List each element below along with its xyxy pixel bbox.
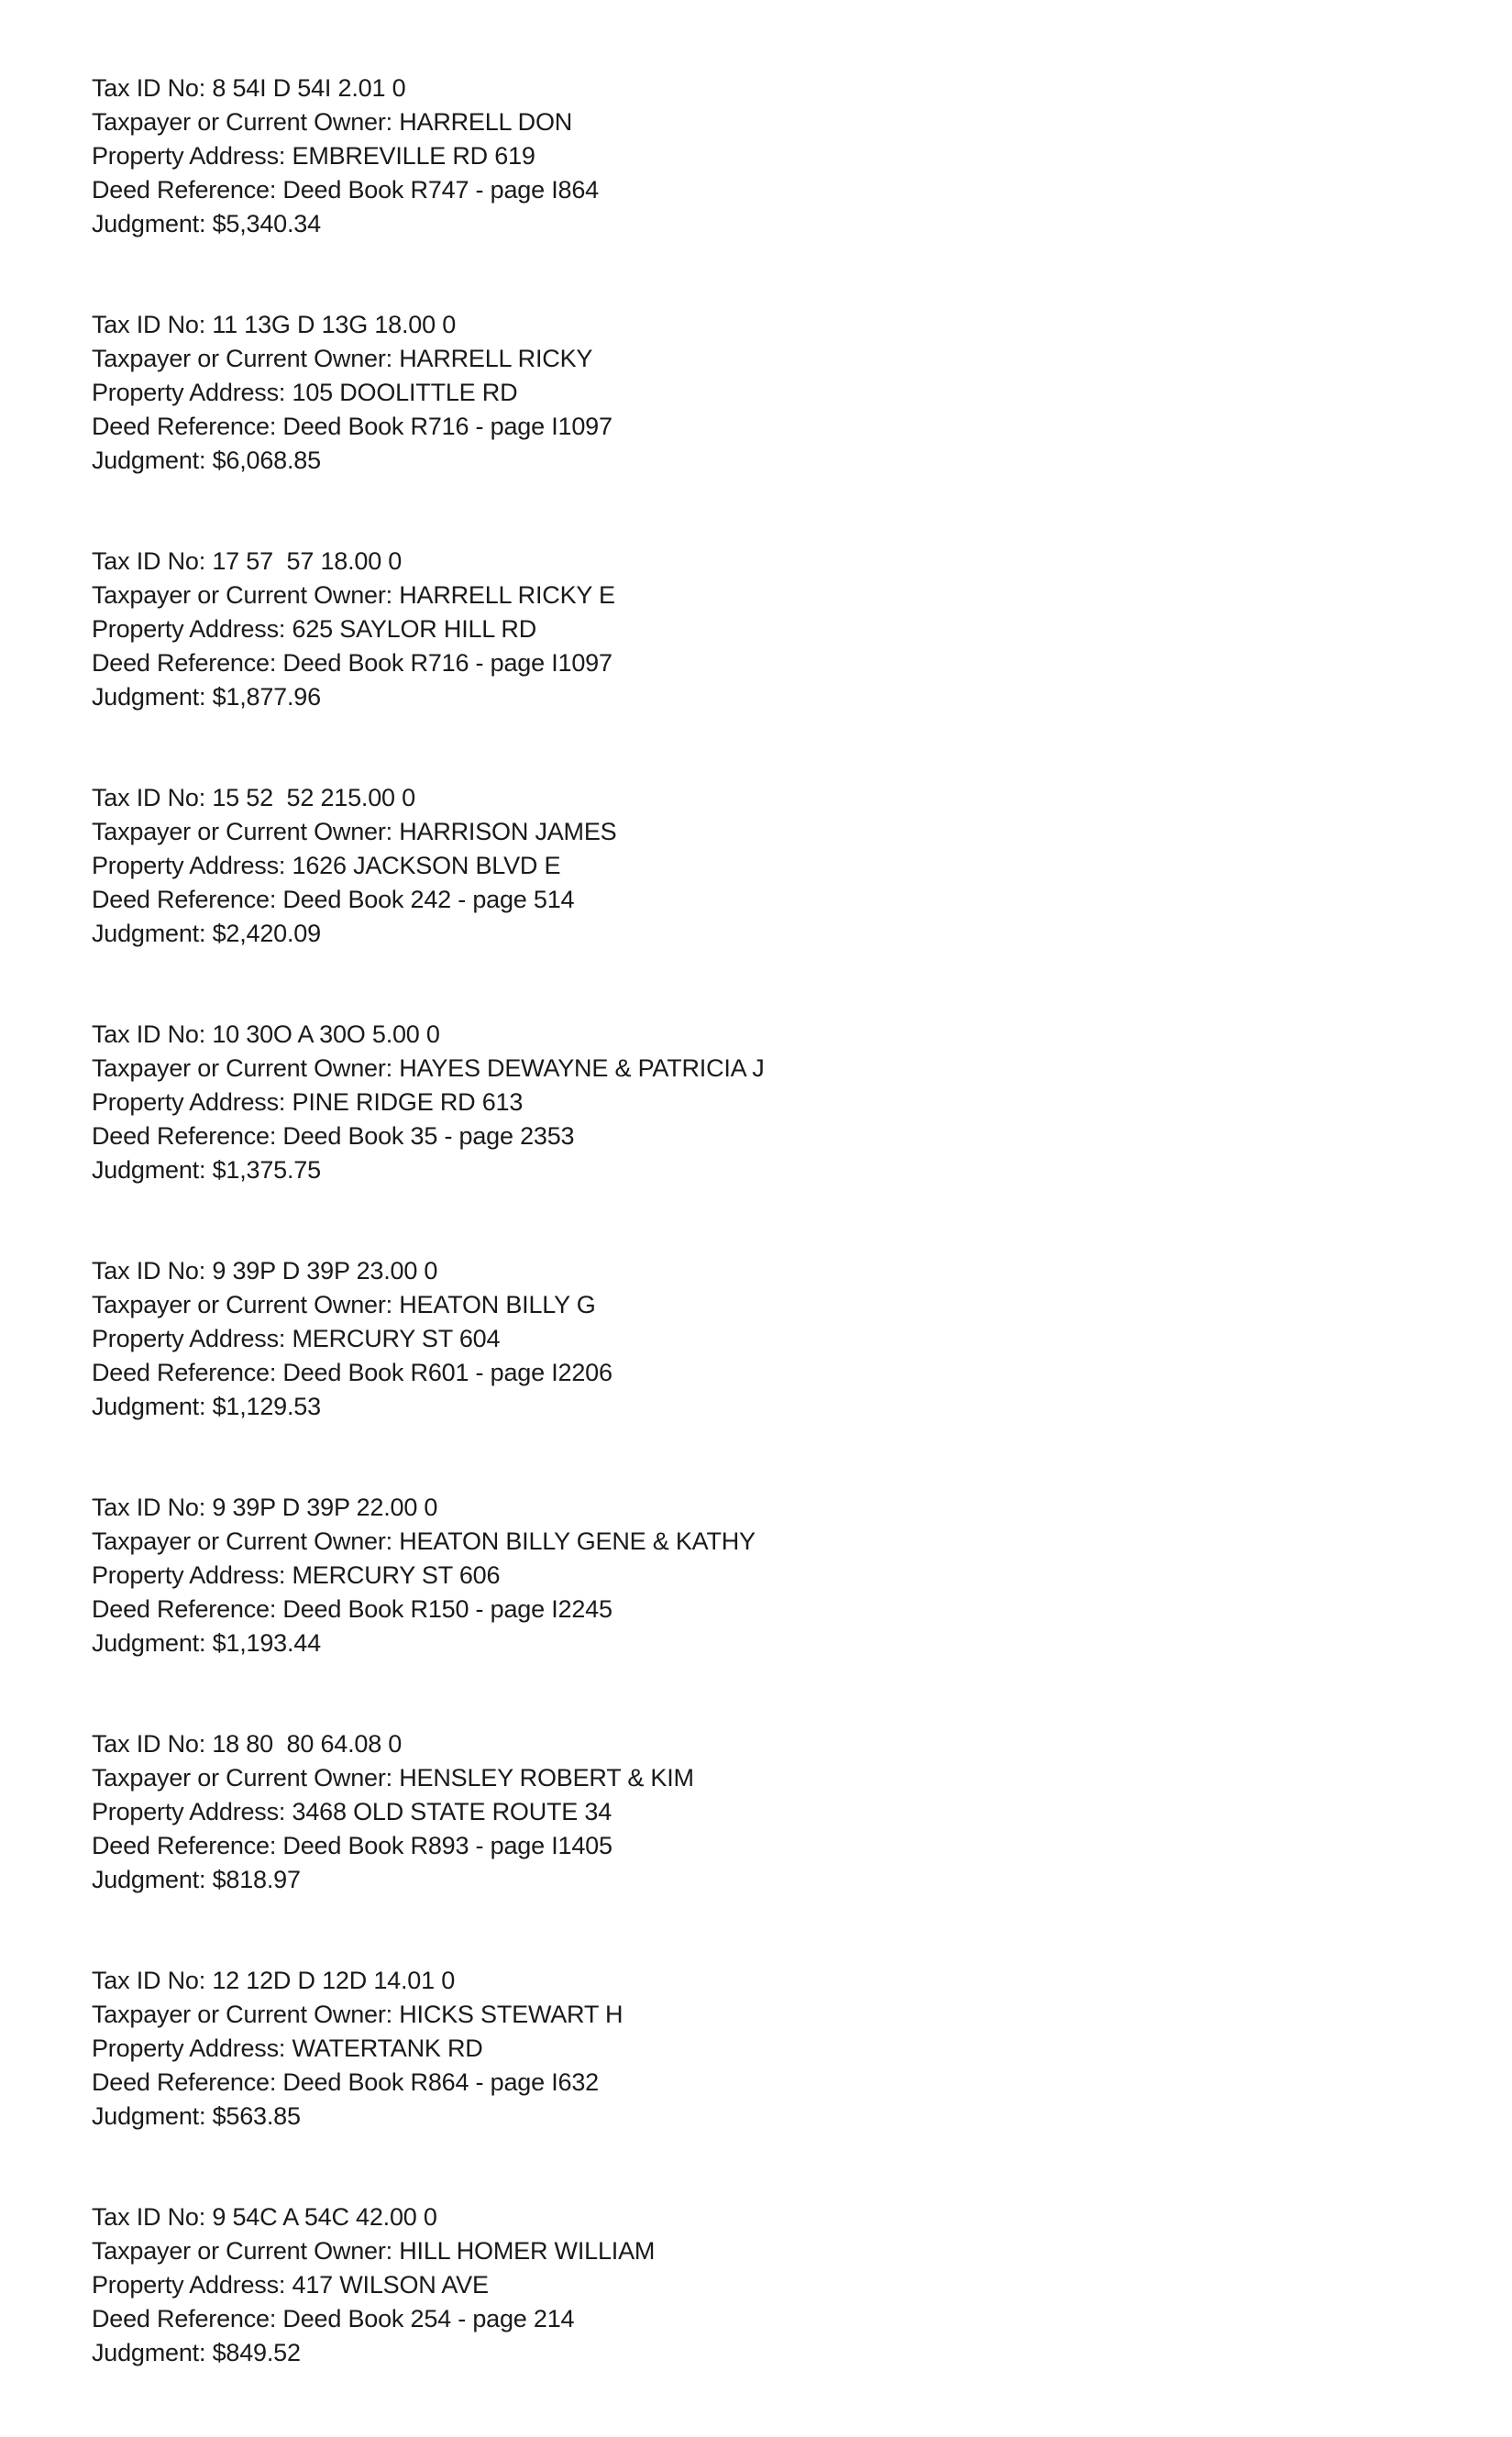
tax-record xyxy=(92,545,1421,714)
deed-reference: Deed Reference: Deed Book R716 - page I1097 xyxy=(92,649,613,677)
deed-reference: Deed Reference: Deed Book 35 - page 2353 xyxy=(92,1122,575,1150)
tax-id: Tax ID No: 8 54I D 54I 2.01 0 xyxy=(92,74,406,102)
tax-record xyxy=(92,72,1421,241)
tax-record xyxy=(92,1018,1421,1187)
tax-id: Tax ID No: 9 54C A 54C 42.00 0 xyxy=(92,2203,437,2231)
owner: Taxpayer or Current Owner: HEATON BILLY G xyxy=(92,1291,596,1318)
property-address: Property Address: 1626 JACKSON BLVD E xyxy=(92,852,561,879)
property-address: Property Address: WATERTANK RD xyxy=(92,2035,483,2062)
tax-id: Tax ID No: 9 39P D 39P 23.00 0 xyxy=(92,1257,438,1285)
tax-record xyxy=(92,2200,1421,2370)
judgment: Judgment: $5,340.34 xyxy=(92,210,321,237)
tax-record xyxy=(92,781,1421,951)
judgment: Judgment: $2,420.09 xyxy=(92,920,321,947)
judgment: Judgment: $563.85 xyxy=(92,2102,301,2130)
judgment: Judgment: $1,193.44 xyxy=(92,1629,321,1657)
owner: Taxpayer or Current Owner: HEATON BILLY GENE & KATHY xyxy=(92,1527,756,1555)
tax-record xyxy=(92,1491,1421,1660)
deed-reference: Deed Reference: Deed Book 242 - page 514 xyxy=(92,886,575,913)
property-address: Property Address: MERCURY ST 604 xyxy=(92,1325,501,1352)
property-address: Property Address: 105 DOOLITTLE RD xyxy=(92,379,518,406)
tax-id: Tax ID No: 12 12D D 12D 14.01 0 xyxy=(92,1967,456,1994)
tax-record xyxy=(92,1964,1421,2134)
owner: Taxpayer or Current Owner: HARRELL DON xyxy=(92,108,573,136)
owner: Taxpayer or Current Owner: HARRELL RICKY xyxy=(92,345,593,372)
tax-record xyxy=(92,1727,1421,1897)
tax-id: Tax ID No: 10 30O A 30O 5.00 0 xyxy=(92,1020,440,1048)
tax-id: Tax ID No: 17 57 57 18.00 0 xyxy=(92,547,403,575)
tax-id: Tax ID No: 18 80 80 64.08 0 xyxy=(92,1730,403,1758)
owner: Taxpayer or Current Owner: HICKS STEWART H xyxy=(92,2001,624,2028)
deed-reference: Deed Reference: Deed Book 254 - page 214 xyxy=(92,2305,575,2332)
document-page xyxy=(92,72,1421,2437)
tax-record xyxy=(92,308,1421,478)
property-address: Property Address: PINE RIDGE RD 613 xyxy=(92,1088,524,1116)
property-address: Property Address: 625 SAYLOR HILL RD xyxy=(92,615,537,643)
judgment: Judgment: $6,068.85 xyxy=(92,447,321,474)
deed-reference: Deed Reference: Deed Book R716 - page I1097 xyxy=(92,413,613,440)
deed-reference: Deed Reference: Deed Book R893 - page I1405 xyxy=(92,1832,613,1859)
tax-id: Tax ID No: 9 39P D 39P 22.00 0 xyxy=(92,1494,438,1521)
deed-reference: Deed Reference: Deed Book R601 - page I2206 xyxy=(92,1359,613,1386)
tax-record xyxy=(92,1254,1421,1424)
deed-reference: Deed Reference: Deed Book R864 - page I632 xyxy=(92,2068,599,2096)
deed-reference: Deed Reference: Deed Book R747 - page I864 xyxy=(92,176,599,204)
property-address: Property Address: 417 WILSON AVE xyxy=(92,2271,489,2299)
judgment: Judgment: $1,375.75 xyxy=(92,1156,321,1184)
owner: Taxpayer or Current Owner: HARRISON JAMES xyxy=(92,818,617,845)
property-address: Property Address: EMBREVILLE RD 619 xyxy=(92,142,535,170)
tax-id: Tax ID No: 11 13G D 13G 18.00 0 xyxy=(92,311,457,338)
judgment: Judgment: $1,129.53 xyxy=(92,1393,321,1420)
judgment: Judgment: $849.52 xyxy=(92,2339,301,2366)
judgment: Judgment: $818.97 xyxy=(92,1866,301,1893)
tax-id: Tax ID No: 15 52 52 215.00 0 xyxy=(92,784,415,811)
owner: Taxpayer or Current Owner: HENSLEY ROBERT & KIM xyxy=(92,1764,694,1792)
owner: Taxpayer or Current Owner: HARRELL RICKY E xyxy=(92,581,615,609)
owner: Taxpayer or Current Owner: HAYES DEWAYNE & PATRICIA J xyxy=(92,1054,765,1082)
property-address: Property Address: 3468 OLD STATE ROUTE 34 xyxy=(92,1798,613,1825)
judgment: Judgment: $1,877.96 xyxy=(92,683,321,711)
deed-reference: Deed Reference: Deed Book R150 - page I2245 xyxy=(92,1595,613,1623)
owner: Taxpayer or Current Owner: HILL HOMER WILLIAM xyxy=(92,2237,656,2265)
property-address: Property Address: MERCURY ST 606 xyxy=(92,1561,501,1589)
